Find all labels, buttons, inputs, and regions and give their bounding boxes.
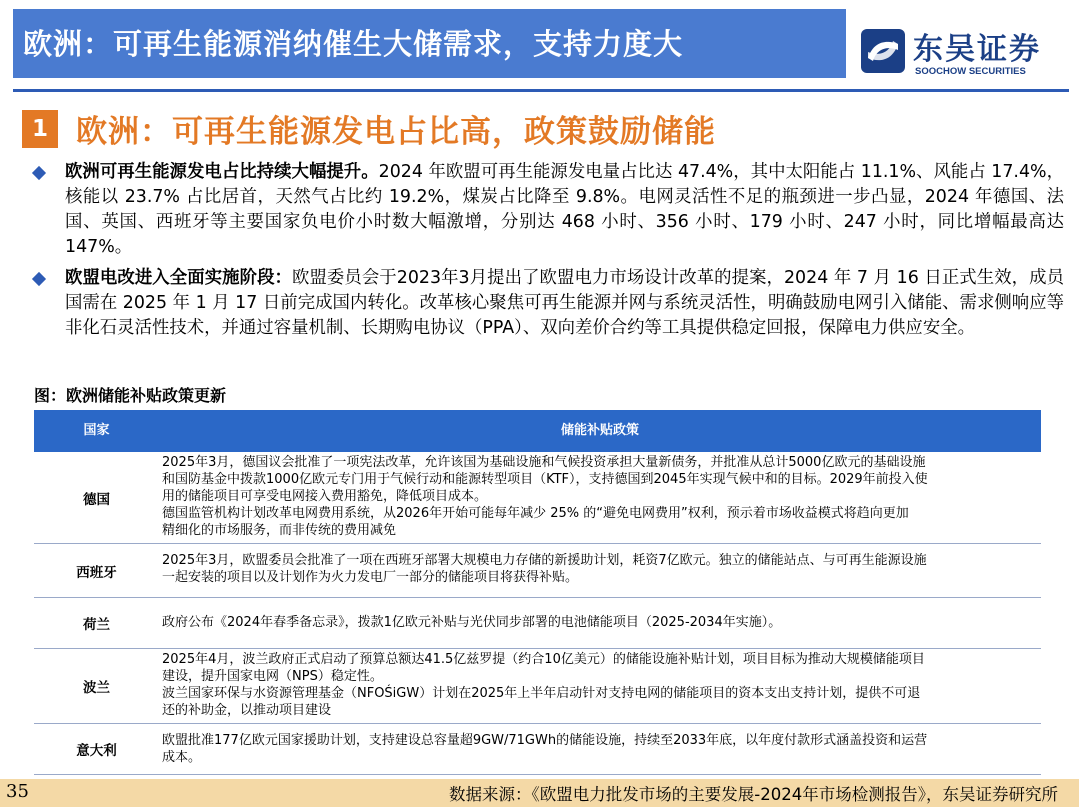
bullet-paragraph — [34, 266, 1064, 341]
bullet-paragraph — [34, 160, 1064, 260]
policy-cell — [162, 454, 1040, 539]
country-cell: 荷兰 — [83, 617, 110, 633]
page-title: 欧洲：可再生能源消纳催生大储需求，支持力度大 — [23, 27, 684, 61]
soochow-logo-icon — [860, 28, 906, 74]
bullet-text — [65, 160, 1064, 260]
data-source: 数据来源：《欧盟电力批发市场的主要发展-2024年市场检测报告》，东吴证券研究所 — [449, 785, 1058, 804]
header-divider — [13, 89, 1069, 92]
policy-line: 用的储能项目可享受电网接入费用豁免，降低项目成本。 — [162, 489, 488, 504]
policy-line: 欧盟批准177亿欧元国家援助计划，支持建设总容量超9GW/71GWh的储能设施，持续至2033年底，以年度付款形式涵盖投资和运营 — [162, 733, 928, 748]
policy-line: 政府公布《2024年春季备忘录》，拨款1亿欧元补贴与光伏同步部署的电池储能项目（2025-2034年实施）。 — [162, 615, 782, 630]
section-title: 欧洲：可再生能源发电占比高，政策鼓励储能 — [76, 114, 716, 150]
page-number: 35 — [6, 781, 29, 802]
bullet-heading: 欧盟电改进入全面实施阶段： — [65, 268, 292, 288]
policy-cell — [162, 732, 1040, 766]
logo-name-en: SOOCHOW SECURITIES — [915, 66, 1026, 77]
policy-line: 和国防基金中拨款1000亿欧元专门用于气候行动和能源转型项目（KTF），支持德国到2045年实现气候中和的目标。2029年前投入使 — [162, 472, 928, 487]
policy-cell — [162, 651, 1040, 719]
bullet-body: 欧盟委员会于2023年3月提出了欧盟电力市场设计改革的提案，2024 年 7 月 16 日正式生效，成员国需在 2025 年 1 月 17 日前完成国内转化。改革核心聚焦可再生能源并网与系统灵活性，明确鼓励电网引入储能、需求侧响应等非化石灵活性技术，并通过容量机制、长期购电协议（PPA）、双向差价合约等工具提供稳定回报，保障电力供应安全。 — [65, 268, 1064, 338]
policy-line: 精细化的市场服务，而非传统的费用减免 — [162, 523, 397, 538]
table-row — [34, 452, 1041, 544]
country-cell: 波兰 — [83, 680, 110, 696]
table-row — [34, 724, 1041, 775]
policy-cell — [162, 552, 1040, 586]
diamond-bullet-icon — [32, 166, 46, 180]
policy-line: 德国监管机构计划改革电网费用系统，从2026年开始可能每年减少 25% 的“避免电网费用”权利，预示着市场收益模式将趋向更加 — [162, 506, 909, 521]
table-row — [34, 598, 1041, 649]
table-header — [34, 410, 1041, 452]
column-header-country: 国家 — [83, 423, 110, 438]
policy-line: 成本。 — [162, 750, 202, 765]
column-header-policy: 储能补贴政策 — [560, 423, 639, 438]
section-number: 1 — [22, 110, 58, 148]
country-cell: 西班牙 — [76, 564, 117, 581]
table-row — [34, 649, 1041, 724]
policy-line: 2025年4月，波兰政府正式启动了预算总额达41.5亿兹罗提（约合10亿美元）的储能设施补贴计划，项目目标为推动大规模储能项目 — [162, 652, 925, 667]
header-banner — [13, 9, 846, 78]
policy-line: 一起安装的项目以及计划作为火力发电厂一部分的储能项目将获得补贴。 — [162, 570, 579, 585]
policy-line: 2025年3月，德国议会批准了一项宪法改革，允许该国为基础设施和气候投资承担大量新债务，并批准从总计5000亿欧元的基础设施 — [162, 455, 926, 470]
bullet-body: 2024 年欧盟可再生能源发电量占比达 47.4%，其中太阳能占 11.1%、风能占 17.4%，核能以 23.7% 占比居首，天然气占比约 19.2%，煤炭占比降至 9.8%。电网灵活性不足的瓶颈进一步凸显，2024 年德国、法国、英国、西班牙等主要国家负电价小时数大幅激增，分别达 468 小时、356 小时、179 小时、247 小时，同比增幅最高达 147%。 — [65, 162, 1064, 257]
diamond-bullet-icon — [32, 272, 46, 286]
country-cell: 德国 — [83, 491, 110, 508]
country-cell: 意大利 — [76, 743, 117, 759]
company-logo — [860, 24, 1060, 80]
policy-line: 还的补助金，以推动项目建设 — [162, 703, 332, 718]
bullet-heading: 欧洲可再生能源发电占比持续大幅提升。 — [65, 162, 379, 182]
policy-cell — [162, 614, 1040, 631]
policy-line: 建设，提升国家电网（NPS）稳定性。 — [162, 669, 383, 684]
figure-title: 图：欧洲储能补贴政策更新 — [34, 386, 227, 405]
bullet-text — [65, 266, 1064, 341]
footer-bar — [0, 779, 1079, 807]
policy-line: 2025年3月，欧盟委员会批准了一项在西班牙部署大规模电力存储的新援助计划，耗资7亿欧元。独立的储能站点、与可再生能源设施 — [162, 553, 927, 568]
logo-name-cn: 东吴证券 — [913, 32, 1041, 67]
table-row — [34, 544, 1041, 598]
policy-line: 波兰国家环保与水资源管理基金（NFOŚiGW）计划在2025年上半年启动针对支持电网的储能项目的资本支出支持计划，提供不可退 — [162, 686, 921, 701]
